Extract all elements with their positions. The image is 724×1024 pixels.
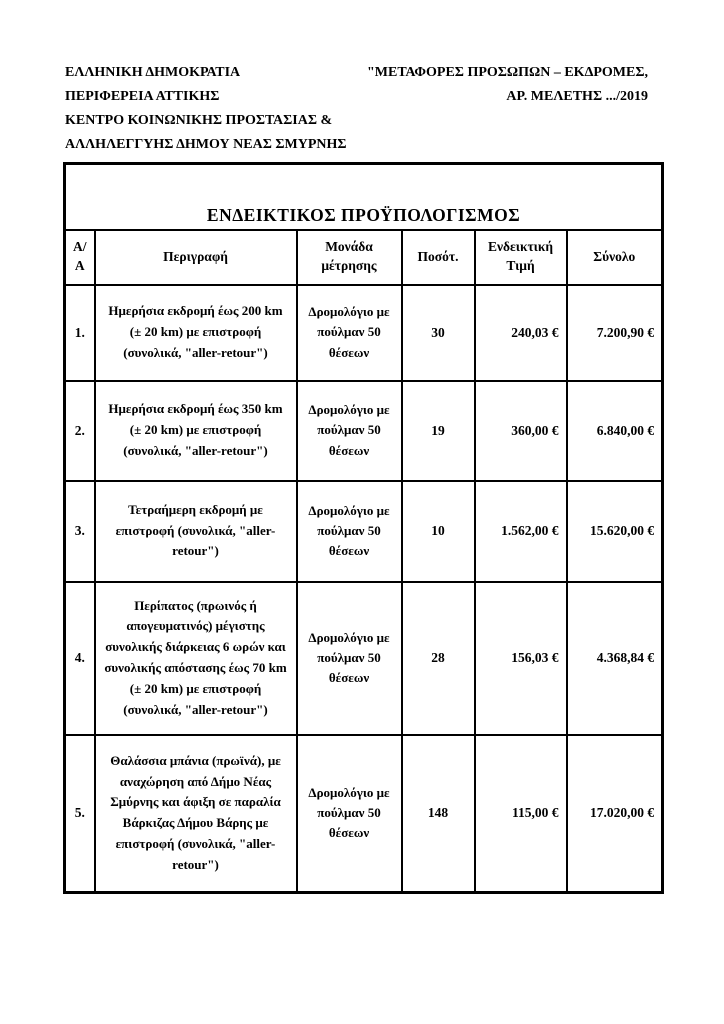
cell-description: Περίπατος (πρωινός ή απογευματινός) μέγιστης συνολικής διάρκειας 6 ωρών και συνολικής απόστασης έως 70 km (± 20 km) με επιστροφή (συνολικά, "aller-retour") (95, 582, 297, 735)
cell-quantity: 28 (402, 582, 475, 735)
column-header-unit-price: Ενδεικτική Τιμή (475, 230, 567, 285)
column-header-description: Περιγραφή (95, 230, 297, 285)
table-title: ΕΝΔΕΙΚΤΙΚΟΣ ΠΡΟΫΠΟΛΟΓΙΣΜΟΣ (65, 164, 663, 230)
study-number-line: ΑΡ. ΜΕΛΕΤΗΣ .../2019 (506, 89, 648, 104)
cell-aa: 5. (65, 735, 95, 893)
cell-unit: Δρομολόγιο με πούλμαν 50 θέσεων (297, 285, 402, 381)
cell-total: 4.368,84 € (567, 582, 663, 735)
table-title-row (65, 164, 663, 230)
cell-unit-price: 115,00 € (475, 735, 567, 893)
cell-description: Τετραήμερη εκδρομή με επιστροφή (συνολικά, "aller-retour") (95, 481, 297, 582)
cell-unit-price: 1.562,00 € (475, 481, 567, 582)
cell-total: 17.020,00 € (567, 735, 663, 893)
cell-aa: 1. (65, 285, 95, 381)
table-row (65, 582, 663, 735)
cell-unit: Δρομολόγιο με πούλμαν 50 θέσεων (297, 735, 402, 893)
table-header-row (65, 230, 663, 285)
cell-unit-price: 360,00 € (475, 381, 567, 481)
cell-total: 15.620,00 € (567, 481, 663, 582)
cell-description: Ημερήσια εκδρομή έως 200 km (± 20 km) με επιστροφή (συνολικά, "aller-retour") (95, 285, 297, 381)
table-row (65, 735, 663, 893)
cell-quantity: 10 (402, 481, 475, 582)
cell-unit: Δρομολόγιο με πούλμαν 50 θέσεων (297, 582, 402, 735)
cell-aa: 2. (65, 381, 95, 481)
table-row (65, 381, 663, 481)
cell-quantity: 30 (402, 285, 475, 381)
project-title-line: "ΜΕΤΑΦΟΡΕΣ ΠΡΟΣΩΠΩΝ – ΕΚΔΡΟΜΕΣ, (367, 65, 648, 80)
cell-description: Θαλάσσια μπάνια (πρωϊνά), με αναχώρηση από Δήμο Νέας Σμύρνης και άφιξη σε παραλία Βάρκιζας Δήμου Βάρης με επιστροφή (συνολικά, "aller-retour") (95, 735, 297, 893)
project-block (367, 61, 648, 109)
cell-unit: Δρομολόγιο με πούλμαν 50 θέσεων (297, 381, 402, 481)
cell-description: Ημερήσια εκδρομή έως 350 km (± 20 km) με επιστροφή (συνολικά, "aller-retour") (95, 381, 297, 481)
issuer-line: ΠΕΡΙΦΕΡΕΙΑ ΑΤΤΙΚΗΣ (65, 89, 220, 104)
cell-quantity: 148 (402, 735, 475, 893)
cell-unit: Δρομολόγιο με πούλμαν 50 θέσεων (297, 481, 402, 582)
budget-table-container (63, 162, 661, 894)
cell-unit-price: 156,03 € (475, 582, 567, 735)
cell-aa: 4. (65, 582, 95, 735)
issuer-line: ΕΛΛΗΝΙΚΗ ΔΗΜΟΚΡΑΤΙΑ (65, 65, 241, 80)
issuer-line: ΚΕΝΤΡΟ ΚΟΙΝΩΝΙΚΗΣ ΠΡΟΣΤΑΣΙΑΣ & (65, 113, 333, 128)
cell-total: 6.840,00 € (567, 381, 663, 481)
issuer-block (65, 61, 347, 157)
cell-unit-price: 240,03 € (475, 285, 567, 381)
column-header-unit: Μονάδα μέτρησης (297, 230, 402, 285)
budget-table (63, 162, 664, 894)
column-header-quantity: Ποσότ. (402, 230, 475, 285)
cell-total: 7.200,90 € (567, 285, 663, 381)
column-header-aa: Α/Α (65, 230, 95, 285)
cell-aa: 3. (65, 481, 95, 582)
table-row (65, 285, 663, 381)
table-row (65, 481, 663, 582)
issuer-line: ΑΛΛΗΛΕΓΓΥΗΣ ΔΗΜΟΥ ΝΕΑΣ ΣΜΥΡΝΗΣ (65, 137, 347, 152)
column-header-total: Σύνολο (567, 230, 663, 285)
cell-quantity: 19 (402, 381, 475, 481)
